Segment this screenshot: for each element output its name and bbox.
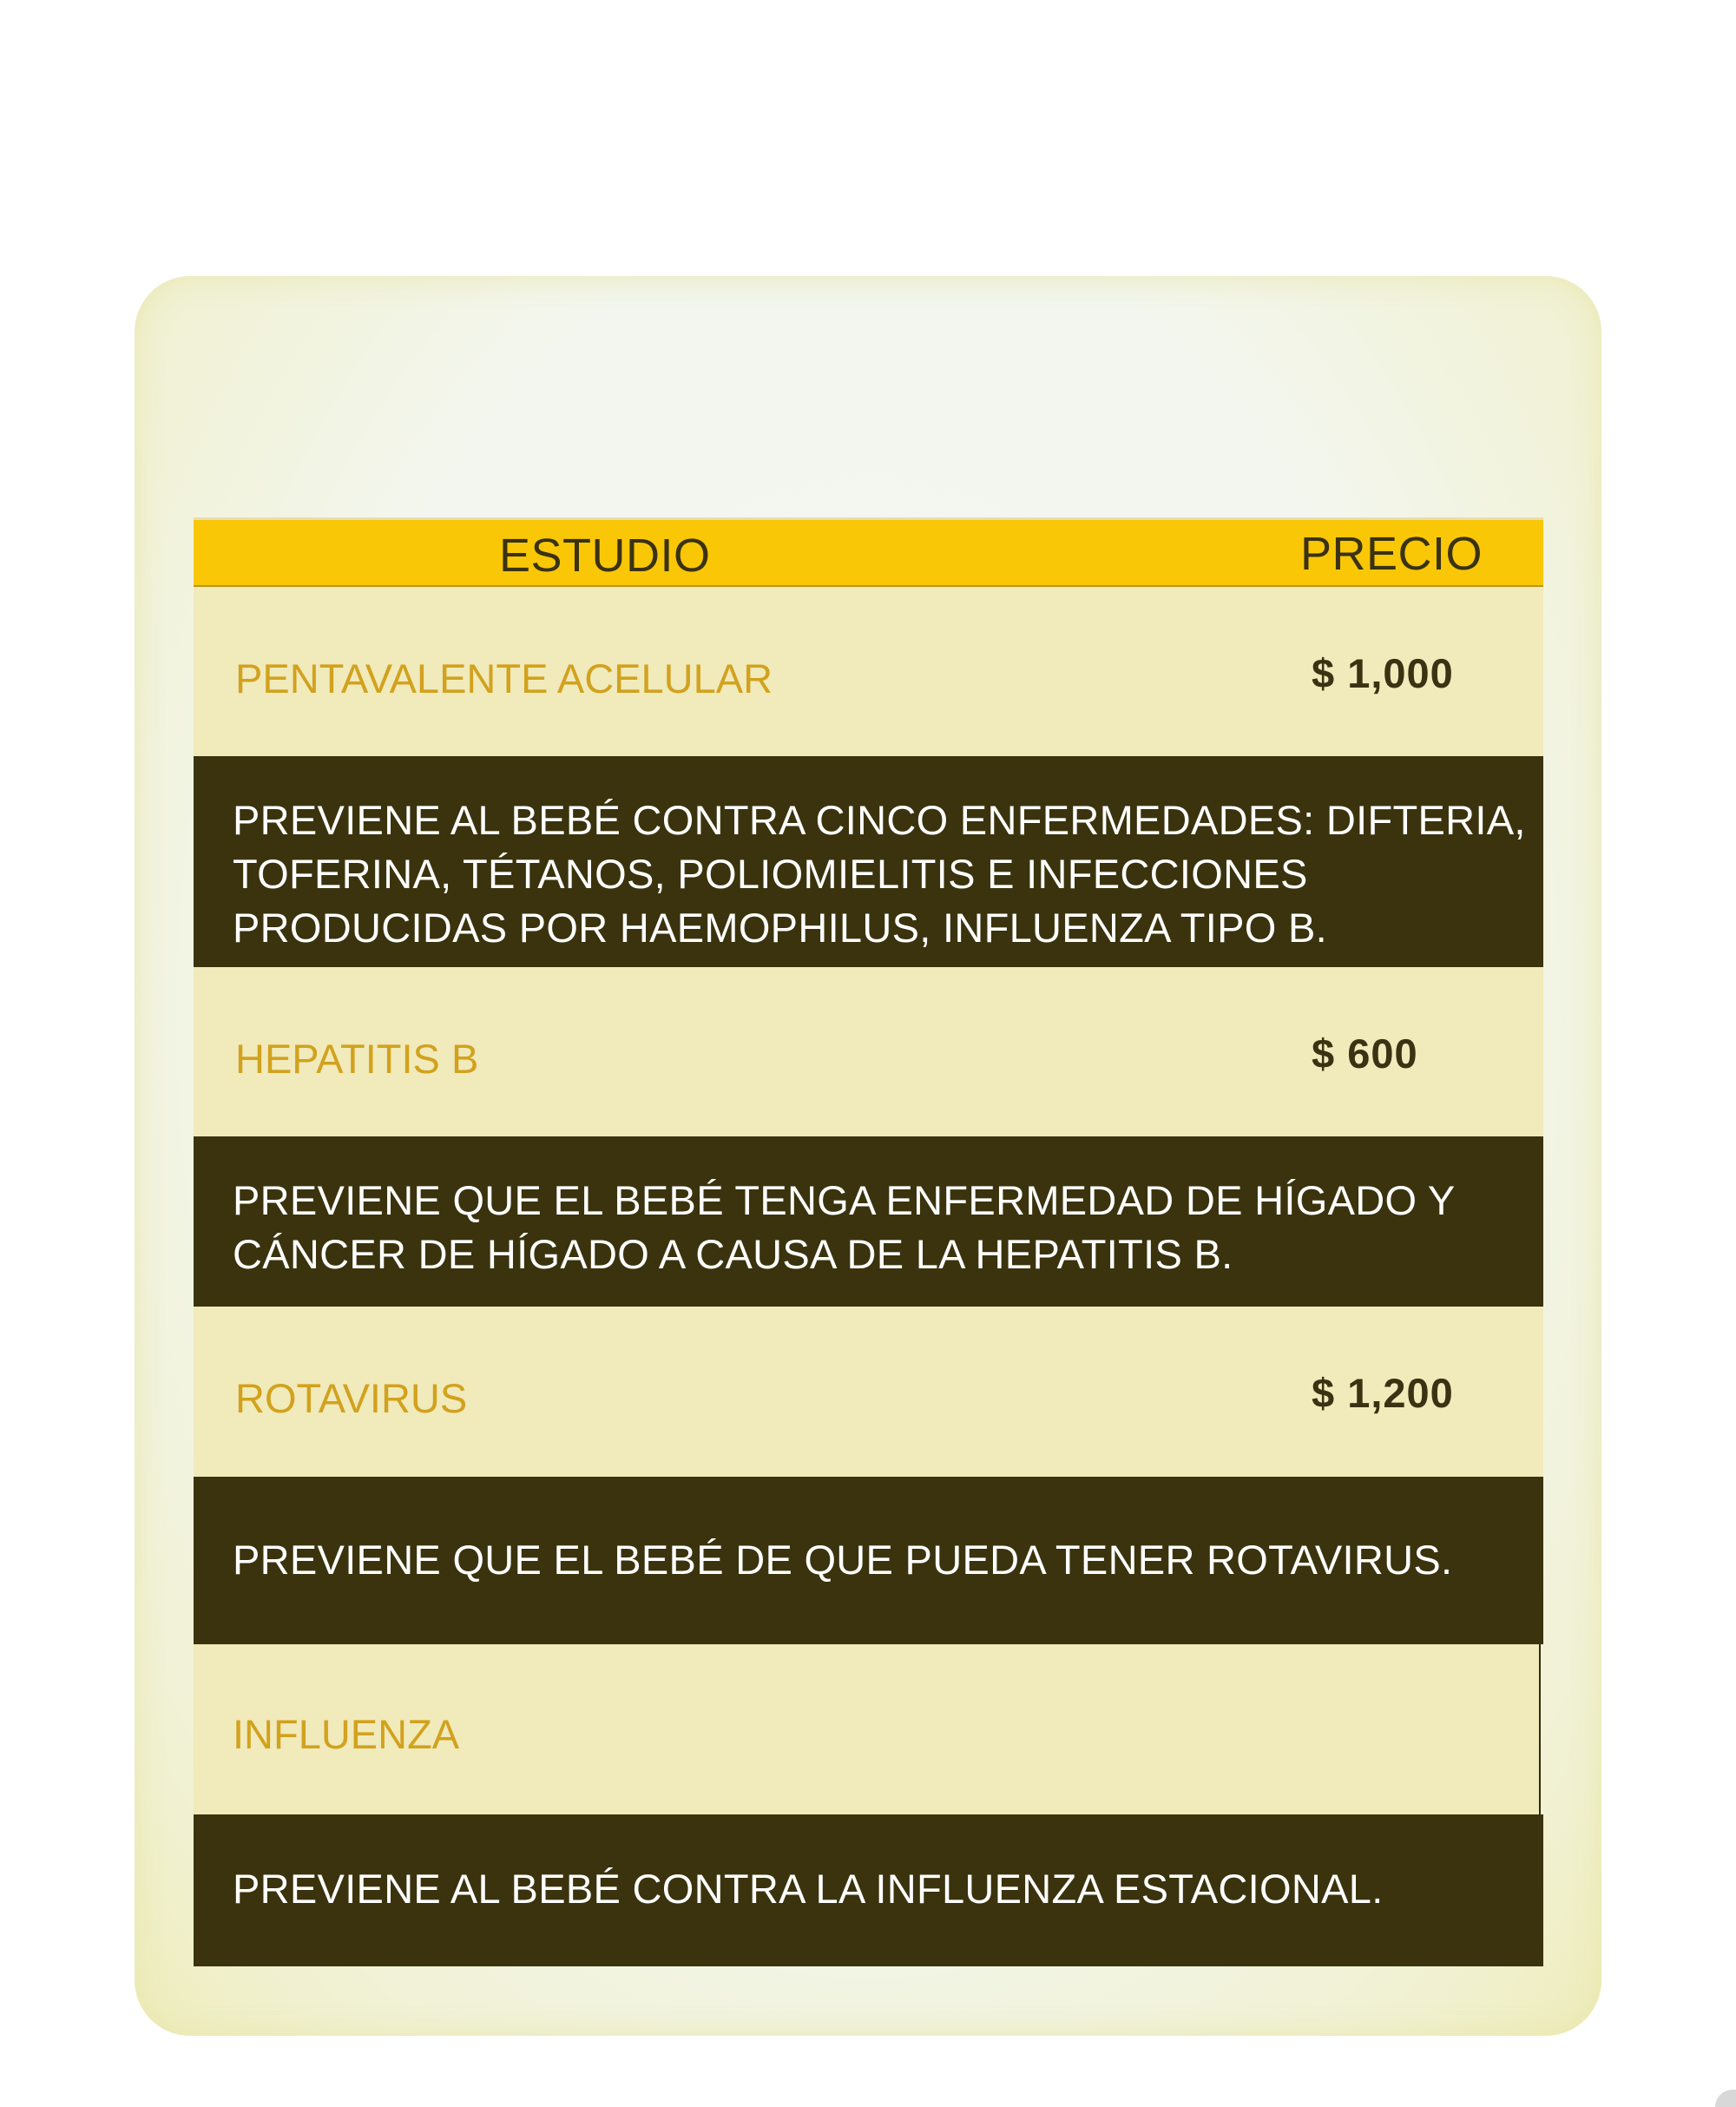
scrollbar-corner[interactable] xyxy=(1715,2090,1736,2107)
vaccine-name: PENTAVALENTE ACELULAR xyxy=(235,655,773,701)
vaccine-price: $ 1,000 xyxy=(1312,650,1454,696)
vaccine-name: INFLUENZA xyxy=(233,1711,460,1757)
vaccine-price: $ 600 xyxy=(1312,1030,1418,1077)
description-row xyxy=(194,756,1543,967)
vaccine-name: HEPATITIS B xyxy=(235,1036,479,1082)
column-header-price: PRECIO xyxy=(1300,528,1483,580)
vaccine-description: PREVIENE AL BEBÉ CONTRA LA INFLUENZA ESTACIONAL. xyxy=(233,1866,1384,1912)
table-header xyxy=(194,517,1543,587)
column-header-study: ESTUDIO xyxy=(499,530,711,582)
table-row xyxy=(194,1307,1543,1477)
vaccine-description: PREVIENE QUE EL BEBÉ TENGA ENFERMEDAD DE HÍGADO Y CÁNCER DE HÍGADO A CAUSA DE LA HEPATITIS B. xyxy=(233,1177,1455,1277)
description-row xyxy=(194,1477,1543,1644)
vaccine-price: $ 1,200 xyxy=(1312,1370,1454,1416)
vaccine-description: PREVIENE QUE EL BEBÉ DE QUE PUEDA TENER ROTAVIRUS. xyxy=(233,1537,1453,1583)
vaccine-price-table xyxy=(194,517,1543,1966)
vaccine-name: ROTAVIRUS xyxy=(235,1375,468,1421)
description-row xyxy=(194,1814,1543,1966)
description-row xyxy=(194,1136,1543,1307)
table-row xyxy=(194,1644,1541,1814)
table-row xyxy=(194,967,1543,1136)
vaccine-description: PREVIENE AL BEBÉ CONTRA CINCO ENFERMEDADES: DIFTERIA, TOFERINA, TÉTANOS, POLIOMIELITIS E INFECCIONES PRODUCIDAS POR HAEMOPHILUS, INFLUENZA TIPO B. xyxy=(233,797,1526,951)
table-row xyxy=(194,587,1543,756)
